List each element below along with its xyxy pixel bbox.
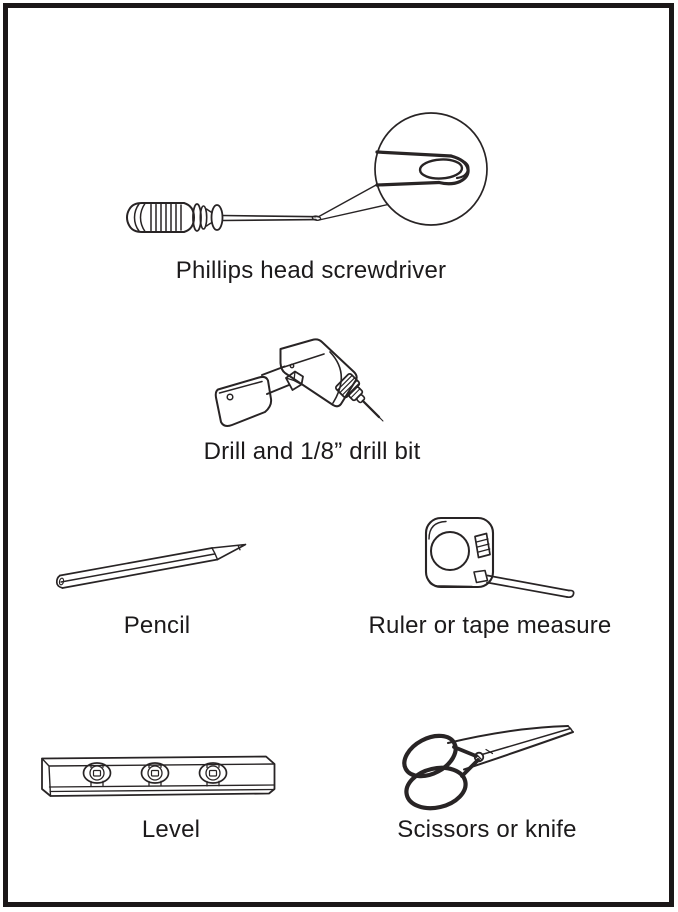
drill-illustration bbox=[205, 333, 405, 433]
tape-measure-illustration bbox=[415, 505, 585, 610]
caption-level: Level bbox=[141, 816, 201, 843]
screwdriver-body bbox=[127, 203, 321, 232]
caption-tape-measure: Ruler or tape measure bbox=[368, 612, 612, 639]
scissors-blades bbox=[448, 726, 573, 770]
pencil-illustration bbox=[48, 533, 258, 598]
tape-lock-slider bbox=[475, 534, 490, 558]
caption-scissors: Scissors or knife bbox=[397, 816, 577, 843]
tape-reel-window bbox=[431, 532, 469, 570]
drill-body bbox=[281, 339, 357, 406]
caption-phillips-screwdriver: Phillips head screwdriver bbox=[175, 257, 447, 284]
level-vials bbox=[84, 763, 227, 786]
drill-handle bbox=[262, 367, 289, 395]
phillips-screwdriver-illustration bbox=[120, 106, 500, 251]
caption-pencil: Pencil bbox=[123, 612, 191, 639]
drill-battery-pack bbox=[216, 377, 271, 426]
callout-leader-lines bbox=[318, 185, 388, 221]
level-illustration bbox=[33, 738, 283, 803]
magnified-phillips-tip bbox=[377, 152, 468, 185]
tape-blade bbox=[487, 576, 574, 598]
magnifier-detail-circle bbox=[375, 113, 487, 225]
scissors-handles bbox=[398, 728, 478, 813]
scissors-illustration bbox=[388, 713, 588, 813]
caption-drill: Drill and 1/8” drill bit bbox=[203, 438, 421, 465]
